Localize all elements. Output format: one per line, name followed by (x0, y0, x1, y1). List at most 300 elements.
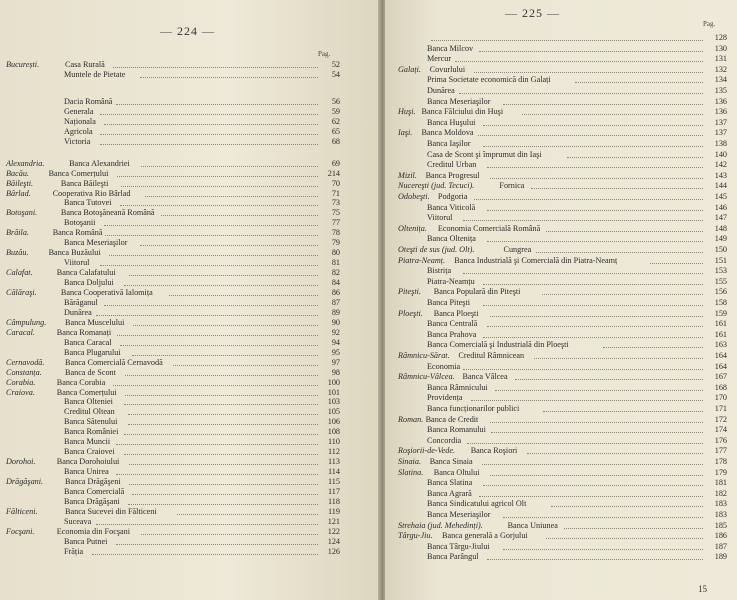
index-entry (0, 447, 380, 457)
index-entry (0, 348, 380, 358)
dot-leader (474, 199, 703, 200)
entry-name: Dacia Română (64, 96, 113, 106)
entry-name: Banca Sătenului (64, 417, 118, 427)
index-entry (385, 478, 737, 488)
entry-name: Creditul Râmnicean (458, 351, 525, 360)
index-entry (385, 139, 737, 149)
entry-page-number: 82 (331, 268, 340, 278)
index-entry (0, 137, 380, 147)
dot-leader (132, 355, 318, 356)
entry-name: Banca Băileşti (60, 178, 109, 188)
entry-page-number: 171 (714, 404, 727, 413)
entry-name: Banca Romanului (427, 425, 486, 435)
index-entry (385, 552, 737, 562)
dot-leader (129, 275, 318, 276)
dot-leader (129, 464, 318, 465)
dot-leader (522, 114, 704, 115)
entry-name: Covurlului (429, 64, 466, 74)
entry-name: Bistrița (427, 266, 452, 276)
entry-name: Banca Meseriaşilor (427, 510, 491, 519)
index-entry (385, 510, 737, 520)
entry-city: Oteşti de sus (jud. Olt). (398, 245, 475, 254)
dot-leader (117, 176, 318, 177)
entry-page-number: 132 (714, 64, 727, 74)
entry-name: Banca Prahova (427, 329, 477, 339)
entry-name: Banca Fălciului din Huşi (421, 107, 504, 117)
entry-city: Craiova. (6, 387, 35, 397)
entry-city: Mizil. (398, 170, 417, 180)
index-entry (0, 107, 380, 117)
index-entry (0, 497, 380, 507)
dot-leader (173, 365, 318, 366)
entry-city: Iaşi. (398, 128, 413, 138)
entry-page-number: 156 (714, 287, 727, 297)
entry-page-number: 97 (331, 357, 340, 367)
index-entry (0, 70, 380, 80)
entry-city: Corabia. (6, 377, 36, 387)
index-entry (385, 75, 737, 85)
dot-leader (491, 432, 703, 433)
entry-name: Banca Muscelului (65, 317, 125, 327)
entry-page-number: 137 (714, 128, 727, 138)
index-entry (0, 60, 380, 70)
dot-leader (471, 400, 703, 401)
dot-leader (96, 315, 318, 316)
index-entry (0, 417, 380, 427)
dot-leader (487, 241, 703, 242)
entry-page-number: 144 (714, 181, 727, 191)
entry-page-number: 122 (327, 526, 340, 536)
entry-city: Târgu-Jiu. (398, 531, 433, 541)
entry-page-number: 137 (714, 117, 727, 127)
dot-leader (482, 464, 703, 465)
index-entry (385, 362, 737, 372)
entry-city: Oltenița. (398, 223, 427, 233)
entry-page-number: 147 (714, 213, 727, 223)
entry-page-number: 87 (331, 297, 340, 307)
entry-page-number: 95 (331, 347, 340, 357)
entry-name: Banca Tutovei (64, 198, 112, 208)
entry-city: Bacău. (6, 168, 29, 178)
entry-name: Creditul Urban (427, 160, 477, 170)
index-entry (385, 33, 737, 43)
dot-leader (479, 51, 703, 52)
dot-leader (145, 196, 318, 197)
index-entry (0, 97, 380, 107)
dot-leader (487, 167, 703, 168)
entry-name: Banca Oltenița (427, 234, 476, 244)
dot-leader (105, 235, 318, 236)
dot-leader (109, 255, 318, 256)
index-entry (385, 446, 737, 456)
entry-page-number: 161 (714, 319, 727, 329)
entry-name: Banca Slatina (427, 478, 473, 488)
index-entry (0, 169, 380, 179)
entry-name: Banca Moldova (421, 128, 474, 138)
entry-name: Banca Ploeşti (433, 308, 479, 318)
entry-city: Râmnicu-Vâlcea. (398, 372, 455, 382)
entry-page-number: 136 (714, 107, 727, 117)
index-entry (0, 368, 380, 378)
index-entry (0, 268, 380, 278)
dot-leader (490, 422, 703, 423)
index-entry (0, 117, 380, 127)
entry-name: Victoria (64, 136, 91, 146)
index-entry (0, 547, 380, 557)
index-entry (0, 159, 380, 169)
index-entry (0, 278, 380, 288)
entry-page-number: 75 (331, 208, 340, 218)
index-entry (385, 393, 737, 403)
dot-leader (479, 496, 703, 497)
index-entry (385, 213, 737, 223)
index-entry (385, 160, 737, 170)
dot-leader (132, 494, 318, 495)
entry-city: Câmpulung. (6, 317, 47, 327)
dot-leader (104, 225, 318, 226)
entry-name: Banca Caracal (64, 337, 112, 347)
entry-page-number: 68 (331, 136, 340, 146)
entry-name: Fornica (499, 181, 525, 191)
entry-name: Banca Populară din Piteşti (433, 287, 521, 297)
entry-page-number: 101 (327, 387, 340, 397)
entry-page-number: 90 (331, 317, 340, 327)
entry-city: Nucereşti (jud. Tecuci). (398, 181, 475, 191)
entry-name: Banca Râmnicului (427, 382, 488, 392)
index-entry (385, 531, 737, 541)
entry-name: Generala (64, 106, 94, 116)
dot-leader (100, 265, 318, 266)
dot-leader (116, 474, 318, 475)
dot-leader (455, 61, 703, 62)
dot-leader (546, 538, 703, 539)
index-entry (385, 266, 737, 276)
entry-name: Banca Meseriaşilor (64, 238, 128, 248)
entry-page-number: 80 (331, 248, 340, 258)
dot-leader (536, 252, 704, 253)
index-entry (0, 318, 380, 328)
dot-leader (116, 104, 318, 105)
index-entry (385, 107, 737, 117)
dot-leader (490, 475, 703, 476)
index-entry (385, 383, 737, 393)
index-entry (385, 372, 737, 382)
index-entry (0, 208, 380, 218)
entry-name: Banca Alexandriei (69, 158, 130, 168)
index-entry (385, 499, 737, 509)
entry-page-number: 170 (714, 393, 727, 403)
entry-page-number: 146 (714, 202, 727, 212)
dot-leader (124, 285, 318, 286)
entry-name: Banca Comercială şi Industrială din Ploeşti (427, 340, 569, 350)
index-entry (385, 54, 737, 64)
index-entry (385, 330, 737, 340)
entry-name: Viitorul (427, 213, 453, 223)
dot-leader (487, 210, 703, 211)
entry-page-number: 174 (714, 425, 727, 435)
entry-name: Banca Oltului (433, 467, 480, 477)
entry-city: Fălticeni. (6, 506, 38, 516)
dot-leader (463, 273, 703, 274)
index-entry (0, 358, 380, 368)
entry-city: Râmnicu-Sărat. (398, 351, 450, 360)
entry-city: Roman. (398, 414, 424, 424)
index-entry (385, 287, 737, 297)
dot-leader (128, 414, 318, 415)
entry-page-number: 143 (714, 170, 727, 180)
dot-leader (116, 444, 318, 445)
index-entry (385, 224, 737, 234)
index-entry (385, 489, 737, 499)
entry-name: Frăția (64, 546, 84, 556)
index-entry (0, 437, 380, 447)
entry-page-number: 100 (327, 377, 340, 387)
entry-page-number: 145 (714, 192, 727, 201)
index-entry (0, 218, 380, 228)
entry-name: Economia Comercială Română (437, 223, 541, 233)
index-entry (0, 378, 380, 388)
entry-city: Ploeşti. (398, 308, 423, 318)
entry-page-number: 136 (714, 96, 727, 106)
entry-name: Banca Botoşăneană Română (60, 208, 155, 218)
entry-page-number: 118 (328, 496, 340, 506)
right-page (385, 0, 737, 600)
index-entry (0, 537, 380, 547)
entry-page-number: 126 (327, 546, 340, 556)
entry-name: Banca Corabia (56, 377, 106, 387)
entry-city: Brăila. (6, 228, 29, 238)
entry-name: Banca Huşului (427, 117, 476, 127)
dot-leader (567, 157, 703, 158)
entry-city: Bârlad. (6, 188, 31, 198)
entry-page-number: 148 (714, 223, 727, 233)
entry-city: Botoşani. (6, 208, 38, 218)
dot-leader (490, 316, 703, 317)
index-entry (385, 86, 737, 96)
dot-leader (650, 263, 703, 264)
dot-leader (463, 369, 703, 370)
entry-page-number: 114 (328, 467, 340, 477)
entry-page-number: 71 (331, 188, 340, 198)
dot-leader (483, 337, 703, 338)
entry-page-number: 121 (327, 516, 340, 526)
entry-name: Concordia (427, 435, 462, 445)
dot-leader (503, 517, 703, 518)
entry-name: Banca Putnei (64, 536, 108, 546)
index-entry (0, 407, 380, 417)
entry-name: Banca Centrală (427, 319, 478, 329)
dot-leader (483, 305, 703, 306)
dot-leader (169, 295, 318, 296)
entry-name: Casa de Scont şi împrumut din Iaşi (427, 149, 542, 159)
pag-label-left: Pag. (318, 50, 331, 58)
dot-leader (104, 305, 318, 306)
index-entry (0, 328, 380, 338)
dot-leader (551, 506, 703, 507)
dot-leader (141, 166, 318, 167)
entry-name: Viitorul (64, 258, 90, 268)
entry-name: Banca Calafatului (56, 268, 116, 278)
entry-page-number: 138 (714, 139, 727, 148)
entry-page-number: 187 (714, 541, 727, 551)
dot-leader (431, 40, 703, 41)
entry-name: Banca Dorohoiului (56, 457, 120, 467)
entry-city: Galați. (398, 64, 421, 74)
index-entry (0, 189, 380, 199)
entry-page-number: 89 (331, 307, 340, 317)
entry-page-number: 106 (327, 417, 340, 427)
dot-leader (113, 385, 318, 386)
entry-city: Huşi. (398, 107, 416, 117)
dot-leader (503, 549, 703, 550)
dot-leader (128, 424, 318, 425)
entry-page-number: 105 (327, 407, 340, 417)
entry-page-number: 183 (714, 499, 727, 509)
entry-page-number: 149 (714, 234, 727, 244)
entry-page-number: 56 (331, 96, 340, 106)
entry-city: Buzău. (6, 248, 29, 258)
index-entry (385, 340, 737, 350)
entry-name: Economia (427, 361, 461, 371)
dot-leader (474, 72, 703, 73)
entry-city: Drăgăşani. (6, 477, 44, 487)
index-entry (385, 97, 737, 107)
entry-name: Economia din Focşani (56, 526, 131, 536)
entry-name: Casa Rurală (65, 60, 105, 69)
entry-city: Odobeşti. (398, 192, 430, 201)
entry-city: Băileşti. (6, 178, 34, 188)
page-number-left: — 224 — (160, 24, 215, 39)
entry-name: Dunărea (427, 86, 455, 95)
dot-leader (96, 524, 318, 525)
index-entry (385, 234, 737, 244)
entry-page-number: 167 (714, 372, 727, 382)
dot-leader (478, 135, 704, 136)
index-entry (0, 238, 380, 248)
pag-label-right: Pag. (703, 20, 716, 28)
index-entry (0, 258, 380, 268)
entry-city: Sinaia. (398, 457, 421, 466)
entry-page-number: 155 (714, 276, 727, 286)
entry-name: Naționala (64, 116, 96, 126)
entry-page-number: 110 (328, 437, 340, 447)
entry-page-number: 94 (331, 337, 340, 347)
index-entry (385, 521, 737, 531)
index-entry (385, 128, 737, 138)
entry-page-number: 142 (714, 160, 727, 170)
entry-page-number: 81 (331, 258, 340, 268)
entry-page-number: 214 (327, 168, 340, 178)
entry-name: Banca Română (52, 228, 103, 238)
dot-leader (92, 554, 318, 555)
dot-leader (483, 146, 703, 147)
entry-page-number: 179 (714, 467, 727, 477)
entry-city: Roşiorii-de-Vede. (398, 446, 456, 456)
index-entry (0, 308, 380, 318)
dot-leader (141, 534, 318, 535)
entry-page-number: 84 (331, 278, 340, 288)
index-entry (385, 436, 737, 446)
entry-page-number: 86 (331, 288, 340, 297)
entry-name: Agricola (64, 126, 93, 136)
entry-name: Banca României (64, 427, 119, 437)
dot-leader (117, 335, 318, 336)
index-entry (385, 468, 737, 478)
entry-name: Banca de Scont (65, 367, 116, 377)
dot-leader (543, 411, 703, 412)
entry-name: Banca Sucevei din Fălticeni (65, 506, 157, 516)
page-number-right: — 225 — (505, 6, 560, 21)
index-entry (385, 181, 737, 191)
entry-page-number: 186 (714, 531, 727, 541)
corner-mark: 15 (698, 584, 707, 594)
dot-leader (140, 77, 318, 78)
dot-leader (177, 514, 318, 515)
dot-leader (542, 294, 703, 295)
entry-name: Banca Muncii (64, 437, 111, 447)
entry-name: Banca Roşiori (470, 446, 518, 456)
entry-page-number: 78 (331, 228, 340, 238)
dot-leader (125, 375, 318, 376)
entry-name: Banca generală a Gorjului (442, 531, 528, 541)
index-entry (385, 298, 737, 308)
index-entry (385, 542, 737, 552)
entry-page-number: 134 (714, 75, 727, 85)
dot-leader (120, 205, 318, 206)
index-entry (0, 198, 380, 208)
entry-page-number: 70 (331, 178, 340, 188)
entry-name: Banca Sinaia (429, 457, 473, 466)
entry-page-number: 131 (714, 54, 727, 64)
entry-name: Banca Progresul (425, 170, 480, 180)
index-entry (0, 527, 380, 537)
entry-name: Providența (427, 393, 463, 403)
index-entry (0, 457, 380, 467)
index-entry (0, 288, 380, 298)
entry-name: Banca Cooperativă Ialomița (60, 288, 153, 297)
dot-leader (463, 220, 703, 221)
dot-leader (140, 245, 318, 246)
index-entry (0, 228, 380, 238)
entry-name: Banca Unirea (64, 467, 109, 477)
entry-city: Dorohoi. (6, 457, 36, 467)
dot-leader (564, 528, 703, 529)
entry-page-number: 183 (714, 510, 727, 519)
index-entry (385, 256, 737, 266)
dot-leader (546, 231, 703, 232)
entry-page-number: 98 (331, 367, 340, 377)
entry-name: Piatra-Neamțu (427, 276, 475, 286)
entry-page-number: 153 (714, 266, 727, 276)
entry-name: Banca Agrară (427, 488, 472, 498)
dot-leader (490, 178, 703, 179)
entry-name: Banca Plugarului (64, 347, 121, 357)
dot-leader (125, 395, 318, 396)
index-entry (385, 203, 737, 213)
entry-page-number: 185 (714, 520, 727, 530)
dot-leader (534, 358, 703, 359)
entry-city: Cernavodă. (6, 357, 45, 367)
entry-city: București. (6, 60, 40, 69)
entry-name: Banca Drăgăşeni (65, 477, 121, 487)
dot-leader (483, 485, 703, 486)
index-entry (0, 397, 380, 407)
index-entry (385, 319, 737, 329)
entry-name: Banca funcționarilor publici (427, 404, 520, 413)
entry-page-number: 163 (714, 340, 727, 350)
entry-city: Piteşti. (398, 287, 421, 297)
entry-name: Prima Societate economică din Galați (427, 75, 551, 85)
